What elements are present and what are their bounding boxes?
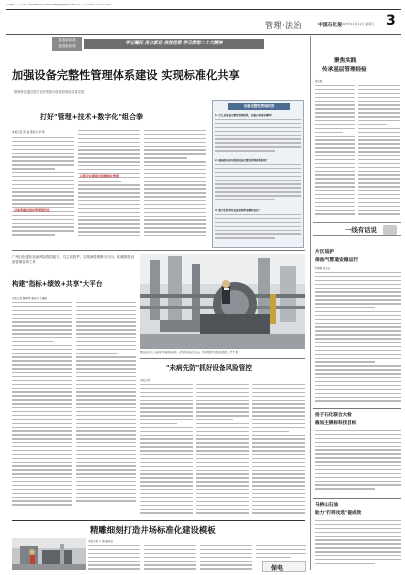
section-head-1: 以体系建设推动管理规范化 [14,208,51,212]
paper-name: 中国石化报 [318,22,342,28]
sidebar-col1-title: 聚焦实践 [334,58,357,64]
lead-body-col-2 [78,130,140,246]
sidebar-col1-body-b [358,85,400,218]
qa-a1 [215,119,301,157]
sidebar-col3-sub: 修加主锦标科技目标 [315,421,357,426]
sidebar-col1-sub: 传承基层管理经验 [322,67,367,73]
bottom-body-col-4 [256,545,306,559]
mid-right-headline: "未病先防"抓好设备风险管控 [166,364,252,372]
bottom-divider [12,520,305,521]
mid-right-body-col-2 [196,384,249,518]
slogan-badge-line-1: 喜迎新标准 [58,38,76,42]
lead-deck: 镇海炼化通过数字化转型推动设备管理高质量发展 [14,90,85,94]
mid-left-intro: 广州石化强化设备风险管控能力，以主动防护、以预测性维修为方向，积极推进设备管理各项工作 [12,255,135,264]
qa-q3: 3. 数字化转型对设备管理带来哪些变化？ [215,209,262,212]
qa-q2: 2. 镇海炼化如何推进设备完整性管理体系建设？ [215,159,269,162]
mid-left-headline: 构建"指标+绩效+共享"大平台 [12,280,103,288]
plant-photo [140,254,305,349]
mid-right-body-col-1 [140,384,193,518]
lead-divider [12,250,305,251]
sidebar-col2-sub: 保油气管道安稳运行 [315,258,359,263]
qa-a3 [215,214,301,246]
sidebar-banner-text: 一线有话说 [345,225,377,234]
sidebar-divider-1 [313,408,401,409]
lead-sub-headline: 打好"管理+技术+数字化"组合拳 [40,113,144,121]
sidebar-col2-byline: 罗建国 张涛涛 [315,267,331,270]
sidebar-col4-body [315,520,401,570]
section-head-2: 以数字化赋能设备精细化管理 [80,174,120,178]
qa-a2 [215,164,301,206]
sidebar-col1-byline: 周志国 [315,80,323,83]
mid-right-byline: 本报记者 [140,379,151,382]
slogan-banner: 牢记嘱托 再立新功 再创佳绩 学习贯彻二十大精神 [84,39,264,49]
sidebar-col3-title: 扬子石化联合大检 [315,413,352,418]
mid-left-byline: 本报记者 黄晓琴 通讯员 王建国 [12,297,47,300]
qa-box-title: 设备完整性管理问答 [228,103,290,110]
sidebar-divider-2 [313,498,401,499]
slogan-badge-line-2: 奋进新征程 [58,44,76,48]
mid-left-body-col-1 [12,302,72,518]
pen-icon [383,225,397,235]
lead-body-col-3 [144,130,206,246]
sidebar-rule [310,36,311,570]
sidebar-col2-body [315,272,401,406]
sidebar-col1-body-a [315,85,355,218]
lead-body-col-1 [12,137,74,245]
slogan-badge [52,37,82,51]
sidebar-col2-title: 片区巡护 [315,250,335,255]
mid-left-body-col-2 [76,302,136,518]
sidebar-col4-title: 马桥山石油 [315,503,338,508]
section-label: 管理·法治 [265,21,303,30]
bottom-byline: 本报记者 王 娟 通讯员 [88,540,113,543]
masthead-rule-2 [6,34,401,35]
bottom-logo-text: 保电 [271,565,284,572]
bottom-body-col-2 [144,545,196,571]
photo-divider [140,358,305,359]
bottom-body-col-3 [200,545,252,571]
bottom-body-col-1 [88,545,140,571]
masthead-topline: 责任编辑：王 华 电话：010-63690122 E-mail: wangsong9@163.com 版 面：王 荆 2025年11月21日 星期五 [6,4,112,6]
lead-headline: 加强设备完整性管理体系建设 实现标准化共享 [12,69,240,82]
photo-caption: 镇海炼化员工在装置区开展设备巡检，查看压缩机运行状态，及时发现并消除设备隐患。罗 军 摄 [140,351,238,354]
sidebar-col3-body [315,430,401,496]
masthead-rule [6,9,401,10]
masthead-date: 2025年11月21日 星期五 [340,22,375,26]
qa-q1: 1. 什么是设备完整性管理体系，其核心要素有哪些？ [215,114,274,117]
sidebar-col4-sub: 助力"打样攻选"提成效 [315,511,362,516]
page-number: 3 [386,13,396,29]
bottom-logo [262,561,306,572]
lead-byline: 本报记者 邵 俊 通讯员 李 明 [12,131,45,134]
bottom-headline: 精雕细刻打造井场标准化建设模板 [90,525,216,535]
wellsite-photo [12,538,86,570]
mid-right-body-col-3 [252,384,305,518]
sidebar-banner [313,222,401,236]
